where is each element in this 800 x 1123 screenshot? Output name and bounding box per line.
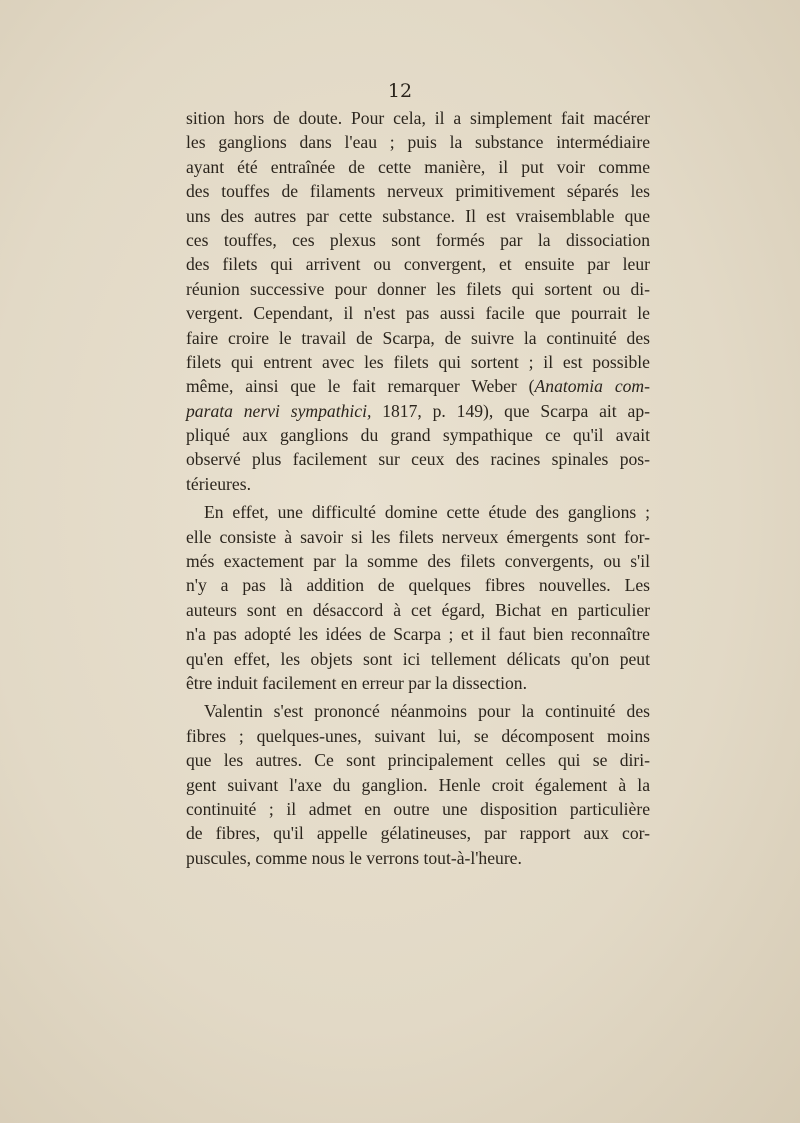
italic-title: Anatomia com- — [534, 376, 650, 397]
text-segment: 1817, p. 149), que Scarpa ait ap- — [371, 400, 650, 421]
text-line: ayant été entraînée de cette manière, il put voir comme — [186, 156, 650, 177]
text-line: Valentin s'est prononcé néanmoins pour la continuité des — [204, 701, 650, 722]
page-number: 12 — [387, 80, 413, 102]
text-line: elle consiste à savoir si les filets nerveux émergents sont for- — [186, 526, 650, 547]
text-line: être induit facilement en erreur par la dissection. — [186, 672, 527, 693]
text-line: réunion successive pour donner les filets qui sortent ou di- — [186, 278, 650, 299]
text-line: n'y a pas là addition de quelques fibres nouvelles. Les — [186, 575, 650, 596]
text-line: puscules, comme nous le verrons tout-à-l'heure. — [186, 847, 522, 868]
text-line: auteurs sont en désaccord à cet égard, Bichat en particulier — [186, 599, 650, 620]
text-line: sition hors de doute. Pour cela, il a simplement fait macérer — [186, 108, 650, 128]
text-line: més exactement par la somme des filets convergents, ou s'il — [186, 551, 650, 572]
paragraph-1 — [186, 106, 650, 496]
text-line: térieures. — [186, 473, 251, 494]
text-line: vergent. Cependant, il n'est pas aussi facile que pourrait le — [186, 303, 650, 324]
text-line: faire croire le travail de Scarpa, de suivre la continuité des — [186, 327, 650, 348]
text-line: des touffes de filaments nerveux primitivement séparés les — [186, 181, 650, 202]
text-line: gent suivant l'axe du ganglion. Henle croit également à la — [186, 774, 650, 795]
text-line: observé plus facilement sur ceux des racines spinales pos- — [186, 449, 650, 470]
text-line: qu'en effet, les objets sont ici tellement délicats qu'on peut — [186, 648, 650, 669]
text-line: n'a pas adopté les idées de Scarpa ; et il faut bien reconnaître — [186, 624, 650, 645]
text-line: les ganglions dans l'eau ; puis la substance intermédiaire — [186, 132, 650, 153]
text-line: pliqué aux ganglions du grand sympathique ce qu'il avait — [186, 425, 650, 446]
text-line: uns des autres par cette substance. Il est vraisemblable que — [186, 205, 650, 226]
body-text — [186, 106, 650, 870]
text-line: continuité ; il admet en outre une disposition particulière — [186, 798, 650, 819]
text-line: des filets qui arrivent ou convergent, et ensuite par leur — [186, 254, 650, 275]
text-line: ces touffes, ces plexus sont formés par la dissociation — [186, 229, 650, 250]
text-line: filets qui entrent avec les filets qui sortent ; il est possible — [186, 351, 650, 372]
text-line: En effet, une difficulté domine cette étude des ganglions ; — [204, 502, 650, 523]
text-line-with-italic — [186, 399, 650, 423]
text-segment: même, ainsi que le fait remarquer Weber ( — [186, 376, 535, 397]
paragraph-3 — [186, 699, 650, 870]
text-line-with-italic — [186, 374, 650, 398]
text-line: de fibres, qu'il appelle gélatineuses, par rapport aux cor- — [186, 823, 650, 844]
text-line: fibres ; quelques-unes, suivant lui, se décomposent moins — [186, 725, 650, 746]
text-line: que les autres. Ce sont principalement celles qui se diri- — [186, 750, 650, 771]
paragraph-2 — [186, 500, 650, 695]
italic-title: parata nervi sympathici, — [186, 400, 372, 421]
